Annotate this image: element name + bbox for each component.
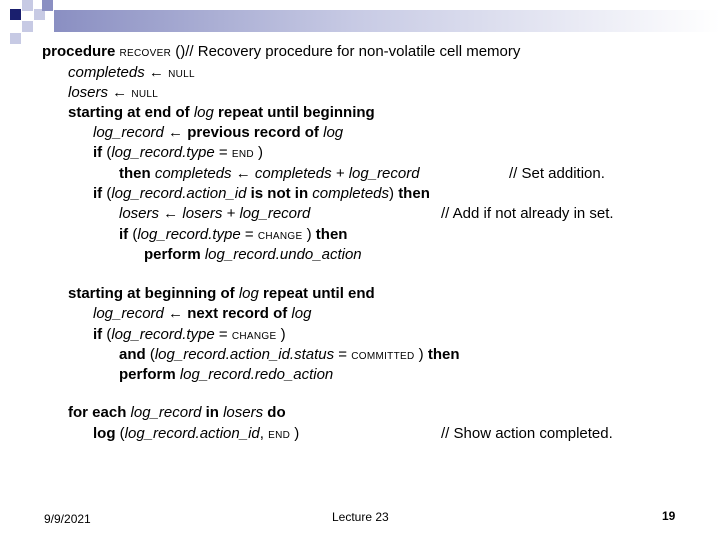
keyword: starting at end of [68,104,194,121]
keyword: if [93,144,103,161]
constant: NULL [168,69,195,80]
keyword: perform [144,246,205,263]
expression: losers [223,404,264,421]
constant: COMMITTED [351,351,415,362]
constant: CHANGE [257,231,303,242]
expression: log_record.action_id [111,185,247,202]
keyword: repeat until end [258,285,375,302]
keyword: then [119,165,155,182]
code-line-7 [119,164,420,184]
code-line-4 [68,103,375,123]
operator: = [214,144,232,161]
variable: log [238,285,259,302]
variable: log [193,104,214,121]
code-line-2 [68,63,195,85]
code-line-18 [93,424,299,446]
expression: completeds [312,185,390,202]
code-line-12 [68,284,375,304]
code-line-8 [93,184,430,204]
keyword: if [93,326,103,343]
keyword: then [315,226,348,243]
expression: log_record.type [111,326,215,343]
expression: log_record.type [137,226,241,243]
paren: ( [102,144,112,161]
code-line-6 [93,143,263,165]
paren: ( [128,226,138,243]
assign-arrow: ← [159,205,183,222]
code-comment: // Add if not already in set. [441,205,614,222]
keyword: for each [68,404,131,421]
paren: ) [253,144,264,161]
code-comment: // Show action completed. [441,425,613,442]
expression: log_record.type [111,144,215,161]
procedure-name: RECOVER [119,48,172,59]
code-line-16 [119,365,333,385]
constant: END [231,149,254,160]
procedure-signature: ()// Recovery procedure for non-volatile cell memory [171,43,521,60]
variable: log_record [93,305,164,322]
variable: log [323,124,344,141]
paren: ) [302,226,316,243]
constant: NULL [131,89,159,100]
paren: ( [145,346,155,363]
keyword: then [427,346,460,363]
paren: ( [102,185,112,202]
code-line-11 [144,245,362,265]
footer-date: 9/9/2021 [44,512,91,526]
paren: ( [102,326,112,343]
expression: completeds + log_record [254,165,420,182]
page-number: 19 [662,509,676,523]
paren: ) [414,346,428,363]
assign-arrow: ← [163,124,188,141]
constant: END [268,430,291,441]
paren: ) [276,326,286,343]
code-line-10 [119,225,347,247]
keyword: if [93,185,103,202]
assign-arrow: ← [144,64,169,81]
expression: log_record.action_id [124,425,260,442]
expression: losers [119,205,160,222]
operator: = [334,346,352,363]
keyword: and [119,346,146,363]
code-line-9 [119,204,310,224]
code-comment: // Set addition. [509,165,605,182]
keyword: do [263,404,286,421]
keyword: then [398,185,430,202]
variable: log [291,305,312,322]
expression: losers + log_record [182,205,311,222]
expression: log_record.action_id.status [154,346,335,363]
keyword: next record of [187,305,292,322]
expression: log_record [130,404,202,421]
variable: log_record [93,124,164,141]
variable: completeds [68,64,145,81]
paren: ) [290,425,300,442]
operator: = [214,326,232,343]
code-line-3 [68,83,158,105]
keyword: if [119,226,129,243]
comma: , [259,425,269,442]
expression: log_record.redo_action [179,366,334,383]
constant: CHANGE [231,331,277,342]
keyword: log [93,425,116,442]
paren: ( [115,425,125,442]
keyword: starting at beginning of [68,285,239,302]
keyword: in [201,404,224,421]
code-line-17 [68,403,286,423]
keyword: not in [267,185,313,202]
keyword: previous record of [187,124,324,141]
keyword: procedure [42,43,116,60]
assign-arrow: ← [231,165,255,182]
keyword: perform [119,366,180,383]
code-line-14 [93,325,286,347]
assign-arrow: ← [108,84,132,101]
footer-title: Lecture 23 [332,510,389,524]
variable: losers [68,84,109,101]
expression: log_record.undo_action [204,246,362,263]
keyword: repeat until beginning [213,104,375,121]
expression: completeds [154,165,232,182]
code-line-1 [42,42,520,64]
operator: = [240,226,258,243]
code-line-5 [93,123,343,143]
keyword: is [246,185,268,202]
code-line-13 [93,304,311,324]
paren: ) [389,185,399,202]
assign-arrow: ← [163,305,188,322]
code-line-15 [119,345,460,367]
